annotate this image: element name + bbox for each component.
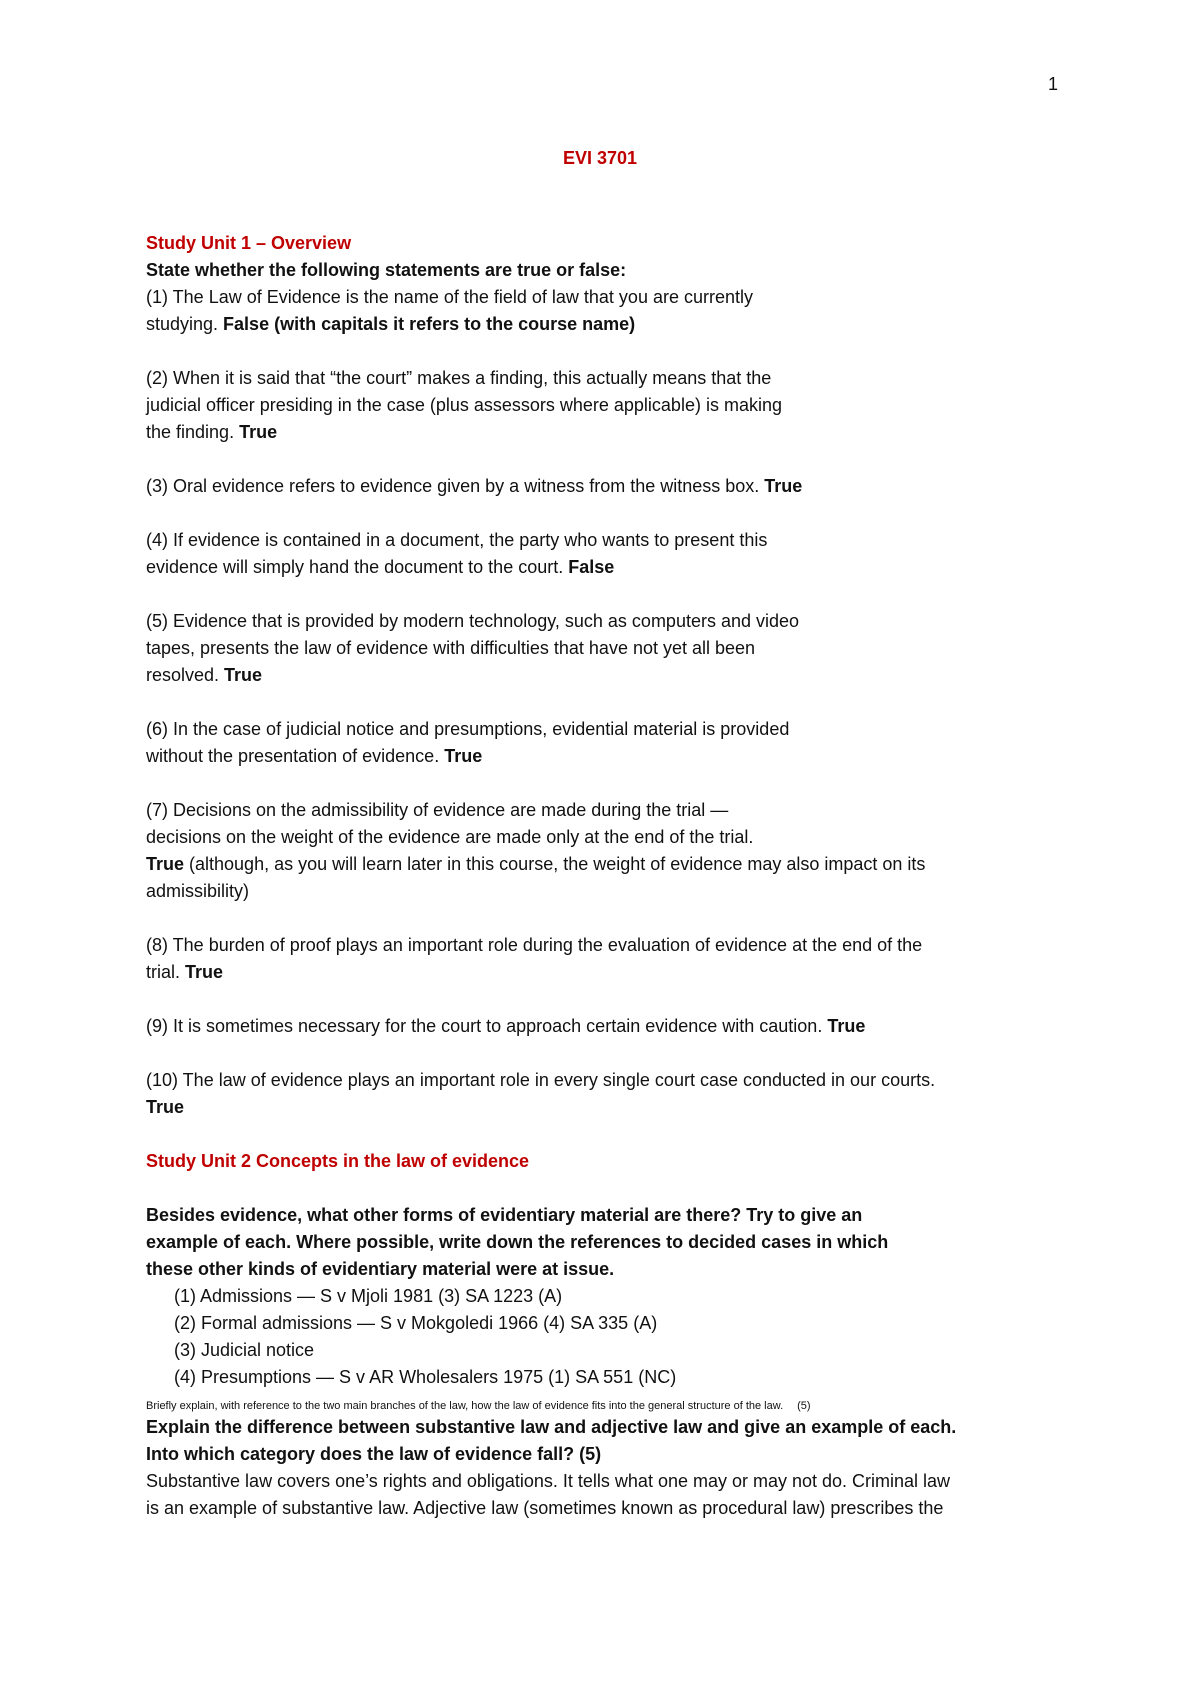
question-3: (3) Oral evidence refers to evidence given by a witness from the witness box. True — [146, 476, 803, 496]
question-substantive-adjective: Explain the difference between substantive law and adjective law and give an example of each. Into which category does the law of evidence fall? (5) — [146, 1417, 957, 1464]
small-question: Briefly explain, with reference to the two main branches of the law, how the law of evidence fits into the general structure of the law. (5) — [146, 1400, 811, 1412]
answer: True — [146, 854, 185, 874]
question-4: (4) If evidence is contained in a document, the party who wants to present this evidence will simply hand the document to the court. False — [146, 530, 768, 577]
question-6: (6) In the case of judicial notice and presumptions, evidential material is provided without the presentation of evidence. True — [146, 719, 790, 766]
answer: True — [185, 962, 224, 982]
question-7: (7) Decisions on the admissibility of evidence are made during the trial — decisions on the weight of the evidence are made only at the end of the trial. True (although, as you will learn later in this course, the weight of evidence may also impact on its admissibility) — [146, 800, 926, 901]
answer: True — [224, 665, 263, 685]
document-title: EVI 3701 — [562, 148, 638, 168]
answer: False — [568, 557, 615, 577]
list-item: (3) Judicial notice — [174, 1340, 315, 1360]
answer: True — [827, 1016, 866, 1036]
unit2-heading: Study Unit 2 Concepts in the law of evidence — [146, 1151, 530, 1171]
document-body — [146, 230, 1076, 1522]
list-item: (4) Presumptions — S v AR Wholesalers 1975 (1) SA 551 (NC) — [174, 1367, 677, 1387]
unit1-heading: Study Unit 1 – Overview — [146, 233, 352, 253]
answer: True — [444, 746, 483, 766]
list-item: (2) Formal admissions — S v Mokgoledi 1966 (4) SA 335 (A) — [174, 1313, 658, 1333]
answer: False (with capitals it refers to the course name) — [223, 314, 636, 334]
question-10: (10) The law of evidence plays an important role in every single court case conducted in our courts. True — [146, 1067, 1076, 1121]
evidentiary-material-list — [146, 1283, 1076, 1391]
list-item: (1) Admissions — S v Mjoli 1981 (3) SA 1223 (A) — [174, 1286, 563, 1306]
unit2-question: Besides evidence, what other forms of evidentiary material are there? Try to give an example of each. Where possible, write down the references to decided cases in which these other kinds of evidentiary material were at issue. — [146, 1205, 889, 1279]
question-1: (1) The Law of Evidence is the name of the field of law that you are currently studying. False (with capitals it refers to the course name) — [146, 287, 753, 334]
question-5: (5) Evidence that is provided by modern technology, such as computers and video tapes, presents the law of evidence with difficulties that have not yet all been resolved. True — [146, 611, 800, 685]
answer: True — [146, 1097, 185, 1117]
question-9: (9) It is sometimes necessary for the court to approach certain evidence with caution. True — [146, 1016, 866, 1036]
unit1-instruction: State whether the following statements are true or false: — [146, 260, 627, 280]
answer: True — [764, 476, 803, 496]
question-8: (8) The burden of proof plays an important role during the evaluation of evidence at the end of the trial. True — [146, 935, 923, 982]
question-2: (2) When it is said that “the court” makes a finding, this actually means that the judicial officer presiding in the case (plus assessors where applicable) is making the finding. True — [146, 368, 782, 442]
answer: True — [239, 422, 278, 442]
answer-substantive-adjective: Substantive law covers one’s rights and obligations. It tells what one may or may not do. Criminal law is an example of substantive law. Adjective law (sometimes known as procedural law) prescribes the — [146, 1471, 951, 1518]
page-number: 1 — [1048, 74, 1059, 94]
